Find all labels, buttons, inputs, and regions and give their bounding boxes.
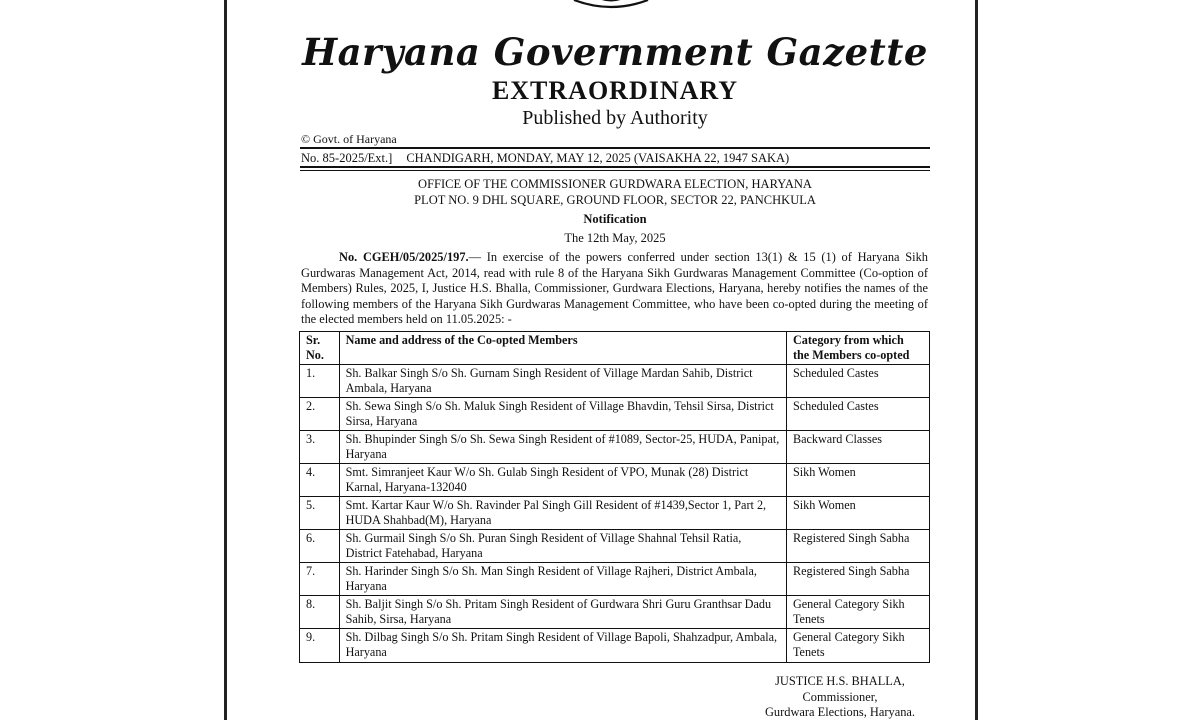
row-member-name: Sh. Bhupinder Singh S/o Sh. Sewa Singh Resident of #1089, Sector-25, HUDA, Panipat, Haryana xyxy=(339,431,786,464)
row-sr-no: 4. xyxy=(300,464,340,497)
row-category: Sikh Women xyxy=(786,497,929,530)
issue-number: No. 85-2025/Ext.] xyxy=(301,151,393,165)
row-sr-no: 3. xyxy=(300,431,340,464)
table-row xyxy=(300,497,930,530)
table-row xyxy=(300,596,930,629)
row-sr-no: 6. xyxy=(300,530,340,563)
signatory-title: Commissioner, xyxy=(802,689,878,704)
row-member-name: Sh. Dilbag Singh S/o Sh. Pritam Singh Resident of Village Bapoli, Shahzadpur, Ambala, Haryana xyxy=(339,629,786,663)
signature-block xyxy=(740,674,940,721)
table-header-row xyxy=(300,332,930,365)
state-emblem-icon xyxy=(566,0,656,20)
row-category: Backward Classes xyxy=(786,431,929,464)
row-sr-no: 1. xyxy=(300,365,340,398)
row-sr-no: 8. xyxy=(300,596,340,629)
row-category: Registered Singh Sabha xyxy=(786,563,929,596)
header-name-address: Name and address of the Co-opted Members xyxy=(339,332,786,365)
table-row xyxy=(300,530,930,563)
page-border-right xyxy=(975,0,978,720)
rule-top xyxy=(300,147,930,149)
row-member-name: Smt. Kartar Kaur W/o Sh. Ravinder Pal Singh Gill Resident of #1439,Sector 1, Part 2, HUDA Shahbad(M), Haryana xyxy=(339,497,786,530)
row-sr-no: 7. xyxy=(300,563,340,596)
signatory-name: JUSTICE H.S. BHALLA, xyxy=(775,674,905,688)
rule-bottom xyxy=(300,170,930,171)
table-row xyxy=(300,431,930,464)
row-member-name: Sh. Harinder Singh S/o Sh. Man Singh Resident of Village Rajheri, District Ambala, Haryana xyxy=(339,563,786,596)
row-member-name: Sh. Gurmail Singh S/o Sh. Puran Singh Resident of Village Shahnal Tehsil Ratia, District Fatehabad, Haryana xyxy=(339,530,786,563)
notification-date: The 12th May, 2025 xyxy=(564,231,666,245)
row-sr-no: 9. xyxy=(300,629,340,663)
co-opted-members-table xyxy=(299,331,930,663)
published-by-authority: Published by Authority xyxy=(522,107,708,129)
table-row xyxy=(300,563,930,596)
row-member-name: Sh. Sewa Singh S/o Sh. Maluk Singh Resident of Village Bhavdin, Tehsil Sirsa, District Sirsa, Haryana xyxy=(339,398,786,431)
office-address: PLOT NO. 9 DHL SQUARE, GROUND FLOOR, SECTOR 22, PANCHKULA xyxy=(414,193,816,207)
header-category: Category from which the Members co-opted xyxy=(786,332,929,365)
row-member-name: Sh. Balkar Singh S/o Sh. Gurnam Singh Resident of Village Mardan Sahib, District Ambala, Haryana xyxy=(339,365,786,398)
notification-body xyxy=(301,250,928,328)
notification-reference: No. CGEH/05/2025/197. xyxy=(339,250,469,264)
office-name: OFFICE OF THE COMMISSIONER GURDWARA ELECTION, HARYANA xyxy=(418,177,812,191)
row-category: Registered Singh Sabha xyxy=(786,530,929,563)
issue-line xyxy=(301,151,929,166)
row-sr-no: 5. xyxy=(300,497,340,530)
notification-text: — In exercise of the powers conferred under section 13(1) & 15 (1) of Haryana Sikh Gurdwaras Management Act, 2014, read with rule 8 of the Haryana Sikh Gurdwaras Management Committee (Co-option of Members) Rules, 2025, I, Justice H.S. Bhalla, Commissioner, Gurdwara Elections, Haryana, hereby notifies the names of the following members of the Haryana Sikh Gurdwaras Management Committee, who have been co-opted during the meeting of the elected members held on 11.05.2025: - xyxy=(301,250,929,327)
copyright-notice: © Govt. of Haryana xyxy=(301,132,397,146)
table-row xyxy=(300,365,930,398)
row-member-name: Sh. Baljit Singh S/o Sh. Pritam Singh Resident of Gurdwara Shri Guru Granthsar Dadu Sahib, Sirsa, Haryana xyxy=(339,596,786,629)
row-category: General Category Sikh Tenets xyxy=(786,629,929,663)
table-row xyxy=(300,629,930,663)
edition-label: EXTRAORDINARY xyxy=(491,76,739,105)
row-category: Scheduled Castes xyxy=(786,398,929,431)
signatory-office: Gurdwara Elections, Haryana. xyxy=(764,705,915,719)
gazette-title: Haryana Government Gazette xyxy=(302,30,928,74)
page-border-left xyxy=(224,0,227,720)
row-category: Sikh Women xyxy=(786,464,929,497)
issue-place-date: CHANDIGARH, MONDAY, MAY 12, 2025 (VAISAKHA 22, 1947 SAKA) xyxy=(406,151,790,165)
row-category: Scheduled Castes xyxy=(786,365,929,398)
row-category: General Category Sikh Tenets xyxy=(786,596,929,629)
notification-heading: Notification xyxy=(583,212,647,226)
header-sr-no: Sr. No. xyxy=(300,332,340,365)
row-member-name: Smt. Simranjeet Kaur W/o Sh. Gulab Singh Resident of VPO, Munak (28) District Karnal, Haryana-132040 xyxy=(339,464,786,497)
rule-middle xyxy=(300,166,930,168)
table-row xyxy=(300,464,930,497)
row-sr-no: 2. xyxy=(300,398,340,431)
table-row xyxy=(300,398,930,431)
